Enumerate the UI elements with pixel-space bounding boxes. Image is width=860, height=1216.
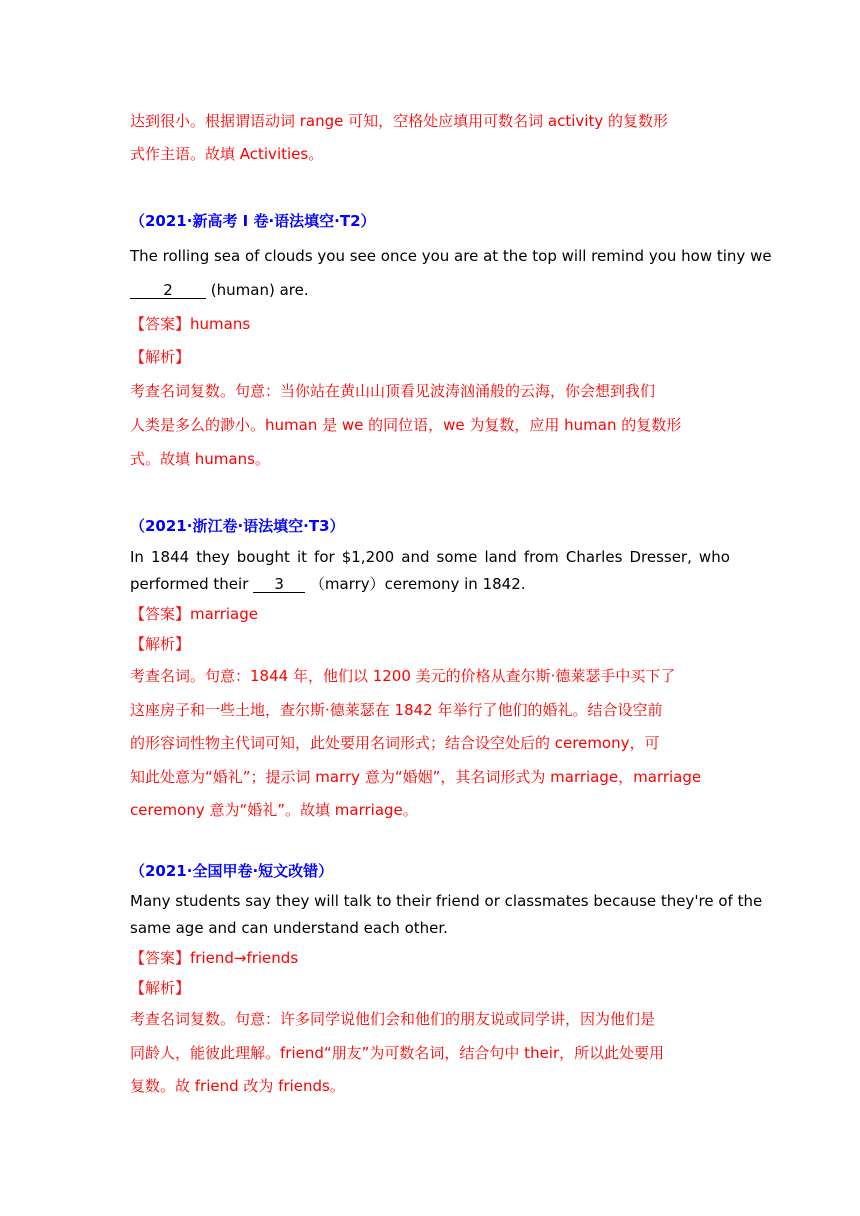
answer-2: 【答案】marriage	[130, 605, 258, 623]
blank-2: 3	[253, 576, 305, 593]
question-1-line-2: 2 (human) are.	[130, 280, 730, 300]
blank-1: 2	[130, 282, 206, 299]
analysis-1: 考查名词复数。句意：当你站在黄山山顶看见波涛汹涌般的云海，你会想到我们 人类是多么的渺小。human 是 we 的同位语，we 为复数，应用 human 的复数形 式。故填 humans。	[130, 382, 682, 468]
question-2	[130, 547, 730, 594]
intro-line-1: 达到很小。根据谓语动词 range 可知，空格处应填用可数名词 activity 的复数形	[130, 112, 668, 130]
answer-3: 【答案】friend→friends	[130, 949, 299, 967]
question-1: The rolling sea of clouds you see once you are at the top will remind you how tiny we 2 (human) are.	[130, 247, 772, 299]
question-2-line-1: In 1844 they bought it for $1,200 and some land from Charles Dresser, who	[130, 548, 730, 566]
analysis-label-1: 【解析】	[130, 348, 191, 366]
question-2-line-2: performed their 3 （marry）ceremony in 1842.	[130, 575, 526, 593]
section-heading-2: （2021·浙江卷·语法填空·T3）	[130, 517, 345, 535]
analysis-label-2: 【解析】	[130, 635, 191, 653]
intro-paragraph	[130, 111, 730, 164]
question-3: Many students say they will talk to their friend or classmates because they're of the same age and can understand each other.	[130, 892, 763, 937]
section-heading-1: （2021·新高考 I 卷·语法填空·T2）	[130, 212, 376, 230]
answer-1: 【答案】humans	[130, 315, 251, 333]
analysis-2: 考查名词。句意：1844 年，他们以 1200 美元的价格从查尔斯·德莱瑟手中买下了 这座房子和一些土地，查尔斯·德莱瑟在 1842 年举行了他们的婚礼。结合设空前 的形容词性物主代词可知，此处要用名词形式；结合设空处后的 ceremony，可 知此处意为“婚礼”；提示词 marry 意为“婚姻”，其名词形式为 marriage，marriage ceremony 意为“婚礼”。故填 marriage。	[130, 667, 702, 819]
analysis-label-3: 【解析】	[130, 979, 191, 997]
analysis-3: 考查名词复数。句意：许多同学说他们会和他们的朋友说或同学讲，因为他们是 同龄人，能彼此理解。friend“朋友”为可数名词，结合句中 their，所以此处要用 复数。故 friend 改为 friends。	[130, 1010, 665, 1095]
section-heading-3: （2021·全国甲卷·短文改错）	[130, 862, 334, 880]
intro-line-2: 式作主语。故填 Activities。	[130, 145, 324, 163]
